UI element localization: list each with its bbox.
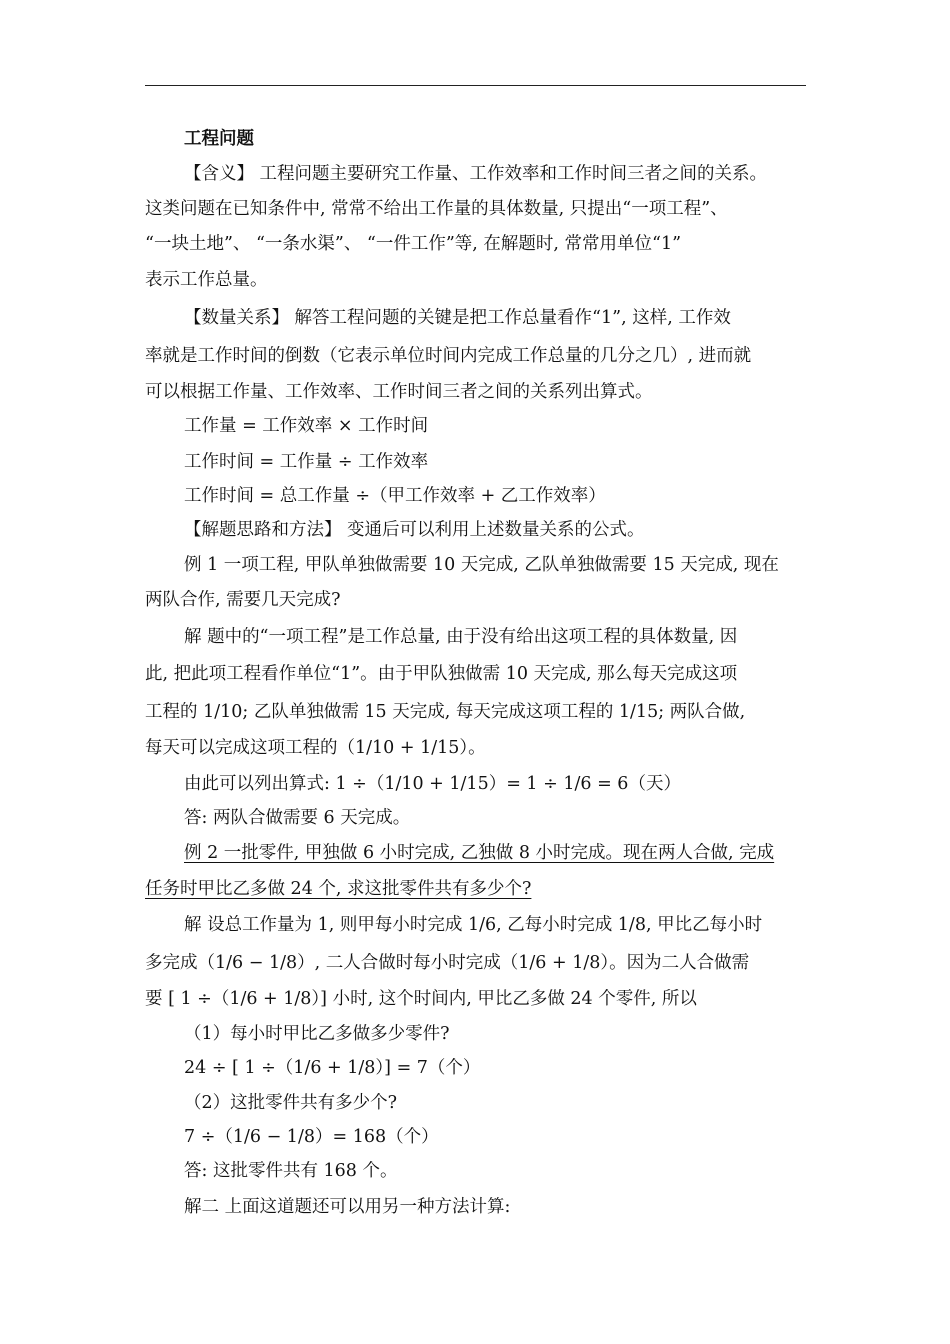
solution-line: 要 [ 1 ÷（1/6 + 1/8）] 小时, 这个时间内, 甲比乙多做 24 个零件, 所以 [145, 989, 697, 1009]
solution-line: （2）这批零件共有多少个? [184, 1093, 398, 1113]
header-rule [145, 85, 806, 86]
solution-line: 解二 上面这道题还可以用另一种方法计算: [184, 1197, 511, 1217]
formula-line: 工作时间 = 总工作量 ÷（甲工作效率 + 乙工作效率） [184, 486, 606, 506]
solution-line: 此, 把此项工程看作单位“1”。由于甲队独做需 10 天完成, 那么每天完成这项 [145, 664, 738, 684]
example-line: 任务时甲比乙多做 24 个, 求这批零件共有多少个? [145, 879, 532, 899]
paragraph-line: 可以根据工作量、工作效率、工作时间三者之间的关系列出算式。 [145, 382, 653, 402]
paragraph-line: 【解题思路和方法】 变通后可以利用上述数量关系的公式。 [184, 520, 645, 540]
answer-line: 答: 两队合做需要 6 天完成。 [184, 808, 411, 828]
formula-line: 工作量 = 工作效率 × 工作时间 [184, 416, 429, 436]
formula-line: 24 ÷ [ 1 ÷（1/6 + 1/8）] = 7（个） [184, 1058, 481, 1078]
solution-line: 解 设总工作量为 1, 则甲每小时完成 1/6, 乙每小时完成 1/8, 甲比乙每小时 [184, 915, 763, 935]
solution-line: 解 题中的“一项工程”是工作总量, 由于没有给出这项工程的具体数量, 因 [184, 627, 738, 647]
paragraph-line: 率就是工作时间的倒数（它表示单位时间内完成工作总量的几分之几）, 进而就 [145, 346, 752, 366]
paragraph-line: 【含义】 工程问题主要研究工作量、工作效率和工作时间三者之间的关系。 [184, 164, 768, 184]
paragraph-line: “一块土地”、 “一条水渠”、 “一件工作”等, 在解题时, 常常用单位“1” [145, 234, 682, 254]
solution-line: 由此可以列出算式: 1 ÷（1/10 + 1/15）= 1 ÷ 1/6 = 6（天） [184, 774, 681, 794]
formula-line: 工作时间 = 工作量 ÷ 工作效率 [184, 452, 429, 472]
solution-line: （1）每小时甲比乙多做多少零件? [184, 1024, 450, 1044]
solution-line: 工程的 1/10; 乙队单独做需 15 天完成, 每天完成这项工程的 1/15; 两队合做, [145, 702, 746, 722]
example-line: 例 2 一批零件, 甲独做 6 小时完成, 乙独做 8 小时完成。现在两人合做, 完成 [184, 843, 775, 863]
formula-line: 7 ÷（1/6 − 1/8）= 168（个） [184, 1127, 439, 1147]
solution-line: 每天可以完成这项工程的（1/10 + 1/15）。 [145, 738, 486, 758]
paragraph-line: 【数量关系】 解答工程问题的关键是把工作总量看作“1”, 这样, 工作效 [184, 308, 731, 328]
example-line: 例 1 一项工程, 甲队单独做需要 10 天完成, 乙队单独做需要 15 天完成, 现在 [184, 555, 779, 575]
solution-line: 多完成（1/6 − 1/8）, 二人合做时每小时完成（1/6 + 1/8）。因为二人合做需 [145, 953, 750, 973]
example-line: 两队合作, 需要几天完成? [145, 590, 341, 610]
paragraph-line: 表示工作总量。 [145, 270, 268, 290]
answer-line: 答: 这批零件共有 168 个。 [184, 1161, 398, 1181]
section-title: 工程问题 [184, 129, 254, 149]
paragraph-line: 这类问题在已知条件中, 常常不给出工作量的具体数量, 只提出“一项工程”、 [145, 199, 728, 219]
